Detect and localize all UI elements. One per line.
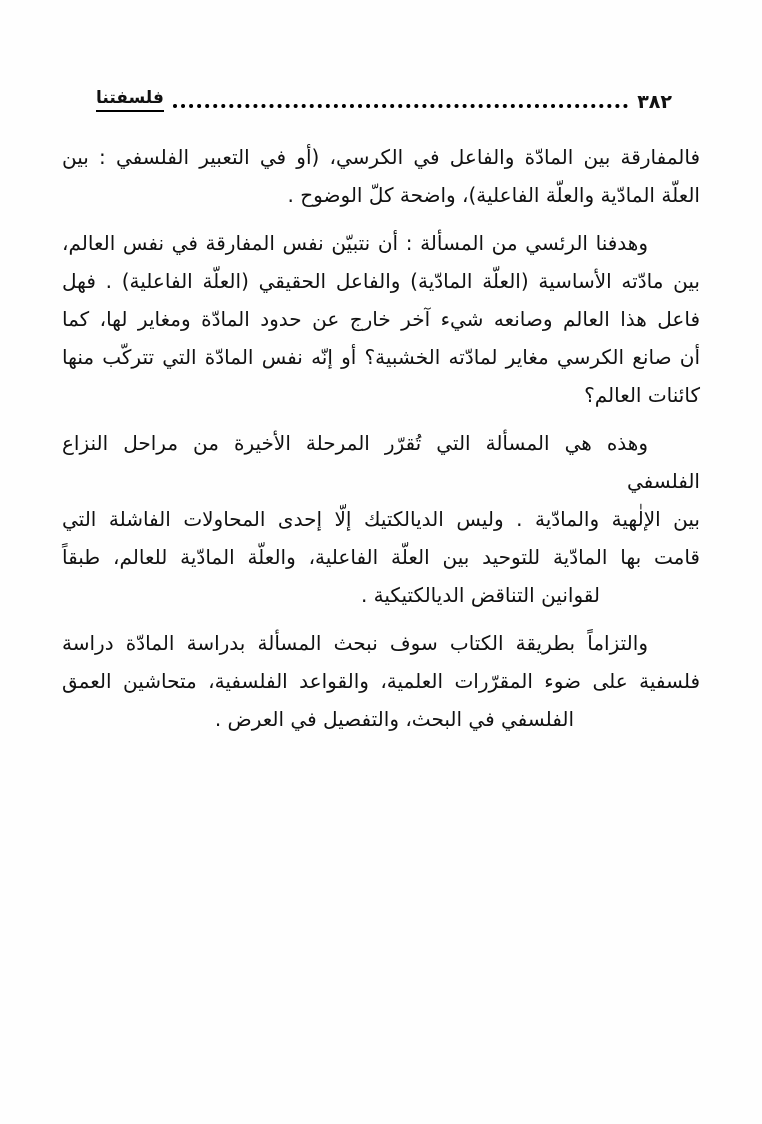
text-line: وهذه هي المسألة التي تُقرّر المرحلة الأخيرة من مراحل النزاع الفلسفي — [62, 431, 700, 493]
paragraph-2 — [62, 224, 700, 414]
text-line: والتزاماً بطريقة الكتاب سوف نبحث المسألة بدراسة المادّة دراسة — [62, 631, 648, 655]
dotted-leader — [173, 104, 628, 108]
text-line: بين الإلٰهية والمادّية . وليس الديالكتيك إلّا إحدى المحاولات الفاشلة التي — [62, 507, 700, 531]
text-line: فلسفية على ضوء المقرّرات العلمية، والقواعد الفلسفية، متحاشين العمق — [62, 669, 700, 693]
page-header — [62, 86, 700, 112]
paragraph-4 — [62, 624, 700, 738]
text-line: الفلسفي في البحث، والتفصيل في العرض . — [214, 707, 574, 731]
text-line: قامت بها المادّية للتوحيد بين العلّة الفاعلية، والعلّة المادّية للعالم، طبقاً — [62, 545, 700, 569]
text-line: العلّة المادّية والعلّة الفاعلية)، واضحة كلّ الوضوح . — [287, 183, 700, 207]
page-body — [62, 138, 700, 738]
text-line: فاعل هذا العالم وصانعه شيء آخر خارج عن حدود المادّة ومغاير لها، كما — [62, 307, 700, 331]
book-title: فلسفتنا — [96, 89, 164, 112]
paragraph-3 — [62, 424, 700, 614]
page-number: ٣٨٢ — [637, 91, 672, 113]
text-line: كائنات العالم؟ — [584, 383, 700, 407]
text-line: أن صانع الكرسي مغاير لمادّته الخشبية؟ أو إنّه نفس المادّة التي تتركّب منها — [62, 345, 700, 369]
text-line: فالمفارقة بين المادّة والفاعل في الكرسي، (أو في التعبير الفلسفي : بين — [62, 145, 700, 169]
paragraph-1 — [62, 138, 700, 214]
text-line: بين مادّته الأساسية (العلّة المادّية) والفاعل الحقيقي (العلّة الفاعلية) . فهل — [62, 269, 700, 293]
text-line: وهدفنا الرئسي من المسألة : أن نتبيّن نفس المفارقة في نفس العالم، — [62, 231, 648, 255]
text-line: لقوانين التناقض الديالكتيكية . — [360, 583, 600, 607]
